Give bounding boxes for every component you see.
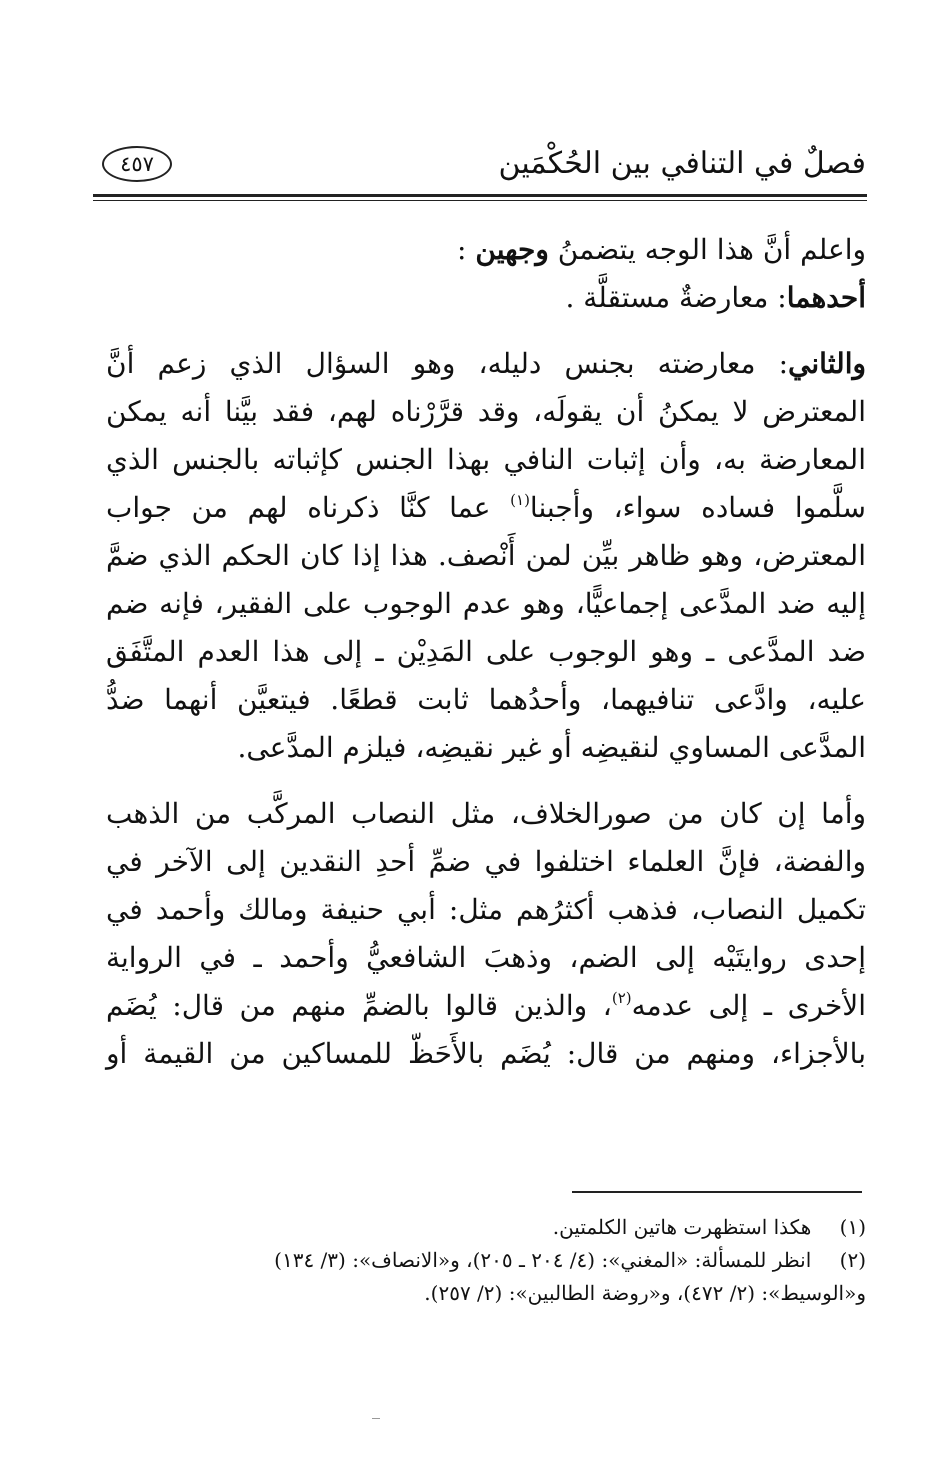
text-line: المعترض، وهو ظاهر بيِّن لمن أَنْصف. هذا إذا كان الحكم الذي ضمَّ (106, 539, 866, 572)
footnote-2-continuation (106, 1277, 866, 1310)
text-line: المعترض لا يمكنُ أن يقولَه، وقد قرَّرْناه لهم، فقد بيَّنا أنه يمكن (106, 395, 866, 428)
text-line: وأما إن كان من صورالخلاف، مثل النصاب المركَّب من الذهب (106, 797, 866, 830)
header-rule-thin (93, 200, 867, 201)
header-rule-thick (93, 194, 867, 197)
footnote-separator (572, 1191, 862, 1193)
text-span: : معارضته بجنس دليله، وهو السؤال الذي زعم أنَّ (106, 347, 789, 380)
bold-term: أحدهما (786, 281, 866, 314)
bold-term: والثاني (788, 347, 866, 380)
footnote-1 (106, 1211, 866, 1244)
footnote-text: و«الوسيط»: (٢/ ٤٧٢)، و«روضة الطالبين»: (٢/ ٢٥٧). (424, 1281, 866, 1305)
page-number-badge: ٤٥٧ (102, 146, 172, 182)
text-line (106, 274, 866, 322)
footnote-2 (106, 1244, 866, 1277)
paragraph-gap (106, 322, 866, 340)
chapter-title: فصلٌ في التنافي بين الحُكْمَين (498, 146, 866, 181)
text-line: والفضة، فإنَّ العلماء اختلفوا في ضمِّ أحدِ النقدين إلى الآخر في (106, 845, 866, 878)
text-span: ، والذين قالوا بالضمِّ منهم من قال: يُضَم (106, 989, 612, 1022)
text-line: عليه، وادَّعى تنافيهما، وأحدُهما ثابت قطعًا. فيتعيَّن أنهما ضدُّ (106, 683, 866, 716)
text-line (106, 340, 866, 388)
text-span: سلَّموا فساده سواء، وأجبنا (529, 491, 866, 524)
text-line (106, 226, 866, 274)
text-span: : (457, 233, 467, 266)
text-line: إحدى روايتَيْه إلى الضم، وذهبَ الشافعيُّ وأحمد ـ في الرواية (106, 941, 866, 974)
footnote-text: انظر للمسألة: «المغني»: (٤/ ٢٠٤ ـ ٢٠٥)، و«الانصاف»: (٣/ ١٣٤) (274, 1248, 812, 1272)
scan-mark (372, 1418, 380, 1419)
text-line (106, 982, 866, 1030)
footnote-text: هكذا استظهرت هاتين الكلمتين. (552, 1215, 812, 1239)
bold-term: وجهين (475, 233, 549, 266)
text-line: بالأجزاء، ومنهم من قال: يُضَم بالأَحَظّ للمساكين من القيمة أو (106, 1037, 866, 1070)
text-span: : معارضةٌ مستقلَّة . (565, 281, 787, 314)
footnote-number: (٢) (839, 1248, 866, 1272)
paragraph-gap (106, 772, 866, 790)
text-line: المدَّعى المساوي لنقيضِه أو غير نقيضِه، فيلزم المدَّعى. (237, 731, 866, 764)
text-line: إليه ضد المدَّعى إجماعيًّا، وهو عدم الوجوب على الفقير، فإنه ضم (106, 587, 866, 620)
footnote-ref-2[interactable]: (٢) (611, 989, 632, 1007)
text-line: المعارضة به، وأن إثبات النافي بهذا الجنس كإثباته بالجنس الذي (106, 443, 866, 476)
footnotes (106, 1211, 866, 1310)
text-line: ضد المدَّعى ـ وهو الوجوب على المَدِيْن ـ إلى هذا العدم المتَّفَق (106, 635, 866, 668)
text-line (106, 484, 866, 532)
running-header (96, 140, 866, 192)
main-text (106, 226, 866, 1078)
text-span: عما كنَّا ذكرناه لهم من جواب (106, 491, 511, 524)
text-span: واعلم أنَّ هذا الوجه يتضمنُ (548, 233, 866, 266)
footnote-number: (١) (839, 1215, 866, 1239)
text-line: تكميل النصاب، فذهب أكثرُهم مثل: أبي حنيفة ومالك وأحمد في (106, 893, 866, 926)
footnote-ref-1[interactable]: (١) (510, 491, 530, 509)
text-span: الأخرى ـ إلى عدمه (631, 989, 866, 1022)
